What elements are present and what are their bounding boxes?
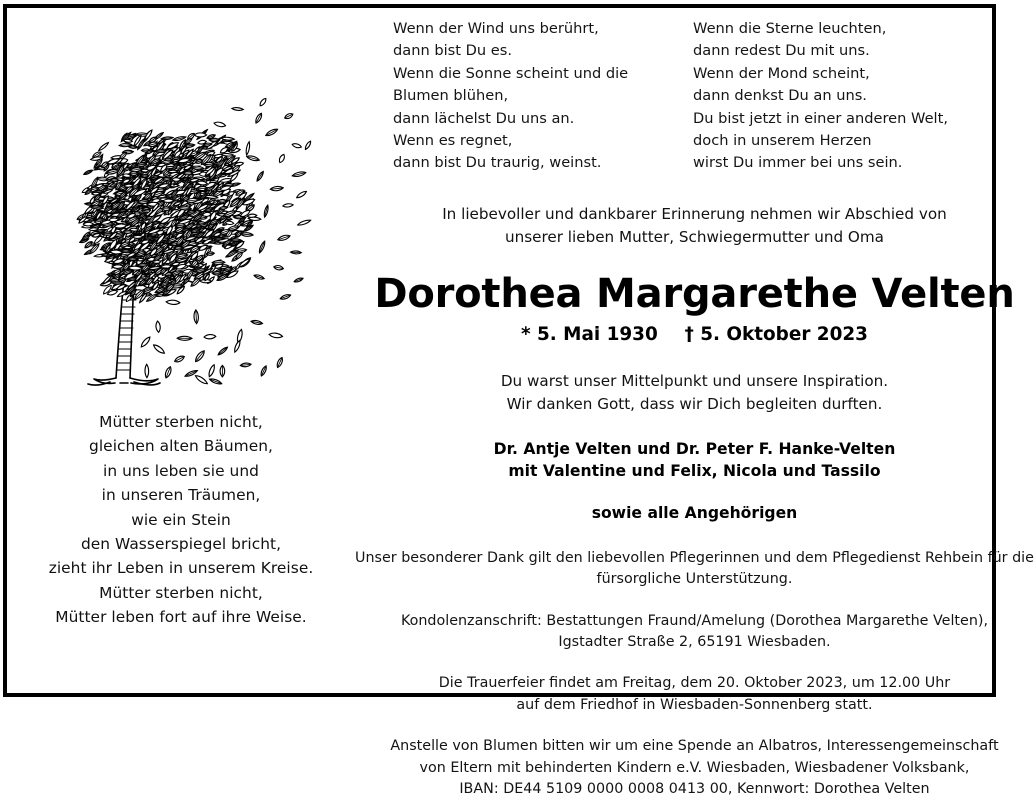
left-poem-line: Mütter leben fort auf ihre Weise. bbox=[55, 608, 307, 627]
ceremony-line: auf dem Friedhof in Wiesbaden-Sonnenberg statt. bbox=[516, 696, 873, 713]
birth-date: 5. Mai 1930 bbox=[536, 323, 658, 345]
death-symbol: † bbox=[684, 323, 694, 345]
verse-left-line: dann lächelst Du uns an. bbox=[393, 109, 575, 127]
ceremony-line: Die Trauerfeier findet am Freitag, dem 20. Oktober 2023, um 12.00 Uhr bbox=[438, 675, 951, 692]
condolence-address-line: Kondolenzanschrift: Bestattungen Fraund/Amelung (Dorothea Margarethe Velten), bbox=[400, 612, 989, 629]
left-column bbox=[7, 8, 355, 693]
verse-right-line: wirst Du immer bei uns sein. bbox=[693, 154, 903, 172]
right-column bbox=[355, 8, 1034, 798]
life-dates bbox=[521, 323, 868, 347]
tribute-text bbox=[501, 370, 888, 416]
verse-left-line: dann bist Du traurig, weinst. bbox=[393, 154, 602, 172]
left-poem-line: Mütter sterben nicht, bbox=[99, 583, 263, 602]
left-poem bbox=[16, 410, 346, 630]
left-poem-line: den Wasserspiegel bricht, bbox=[80, 535, 282, 554]
verse-right-line: Wenn der Mond scheint, bbox=[693, 64, 870, 82]
donation-line: von Eltern mit behinderten Kindern e.V. Wiesbaden, Wiesbadener Volksbank, bbox=[419, 759, 970, 776]
farewell-intro bbox=[442, 203, 947, 249]
verse-left-line: Wenn es regnet, bbox=[393, 132, 513, 150]
family-line: Dr. Antje Velten und Dr. Peter F. Hanke-Velten bbox=[493, 439, 896, 458]
verse-left bbox=[393, 18, 693, 175]
notice-content bbox=[7, 8, 1034, 798]
donation-paragraph bbox=[390, 736, 998, 800]
deceased-name: Dorothea Margarethe Velten bbox=[374, 270, 1015, 317]
donation-line: Anstelle von Blumen bitten wir um eine Spende an Albatros, Interessengemeinschaft bbox=[390, 738, 999, 755]
ceremony-paragraph bbox=[439, 673, 950, 716]
windswept-tree-illustration bbox=[50, 86, 312, 388]
condolence-address-line: Igstadter Straße 2, 65191 Wiesbaden. bbox=[558, 634, 831, 651]
verse-left-line: Wenn die Sonne scheint und die bbox=[393, 64, 629, 82]
verse-right-line: dann redest Du mit uns. bbox=[693, 42, 870, 60]
verse-right-line: doch in unserem Herzen bbox=[693, 132, 872, 150]
farewell-intro-line: In liebevoller und dankbarer Erinnerung nehmen wir Abschied von bbox=[442, 204, 947, 223]
birth-symbol: * bbox=[520, 323, 531, 345]
death-date: 5. Oktober 2023 bbox=[700, 323, 868, 345]
verse-right-line: Du bist jetzt in einer anderen Welt, bbox=[693, 109, 948, 127]
tribute-line: Du warst unser Mittelpunkt und unsere Inspiration. bbox=[500, 371, 889, 390]
family-line: mit Valentine und Felix, Nicola und Tassilo bbox=[508, 462, 881, 481]
verse-right-line: Wenn die Sterne leuchten, bbox=[693, 20, 887, 37]
donation-iban-line: IBAN: DE44 5109 0000 0008 0413 00, Kennwort: Dorothea Velten bbox=[459, 781, 930, 798]
left-poem-line: wie ein Stein bbox=[131, 510, 231, 529]
condolence-address-paragraph bbox=[401, 611, 988, 654]
left-poem-line: Mütter sterben nicht, bbox=[99, 413, 263, 431]
thanks-paragraph bbox=[355, 548, 1034, 591]
left-poem-line: zieht ihr Leben in unserem Kreise. bbox=[48, 559, 314, 578]
tribute-line: Wir danken Gott, dass wir Dich begleiten durften. bbox=[506, 394, 883, 413]
verse-left-line: Blumen blühen, bbox=[393, 87, 509, 105]
verse-row bbox=[355, 18, 1034, 175]
farewell-intro-line: unserer lieben Mutter, Schwiegermutter und Oma bbox=[504, 227, 884, 246]
verse-right-line: dann denkst Du an uns. bbox=[693, 87, 867, 105]
family-names bbox=[494, 438, 896, 483]
relatives-line: sowie alle Angehörigen bbox=[591, 503, 798, 522]
verse-right bbox=[693, 18, 953, 175]
verse-left-line: Wenn der Wind uns berührt, bbox=[393, 20, 599, 37]
left-poem-line: gleichen alten Bäumen, bbox=[89, 437, 273, 456]
thanks-line: Unser besonderer Dank gilt den liebevollen Pflegerinnen und dem Pflegedienst Rehbein für die bbox=[355, 549, 1034, 566]
left-poem-line: in uns leben sie und bbox=[103, 461, 259, 480]
verse-left-line: dann bist Du es. bbox=[393, 42, 512, 60]
left-poem-line: in unseren Träumen, bbox=[101, 486, 261, 505]
thanks-line: fürsorgliche Unterstützung. bbox=[596, 571, 793, 588]
